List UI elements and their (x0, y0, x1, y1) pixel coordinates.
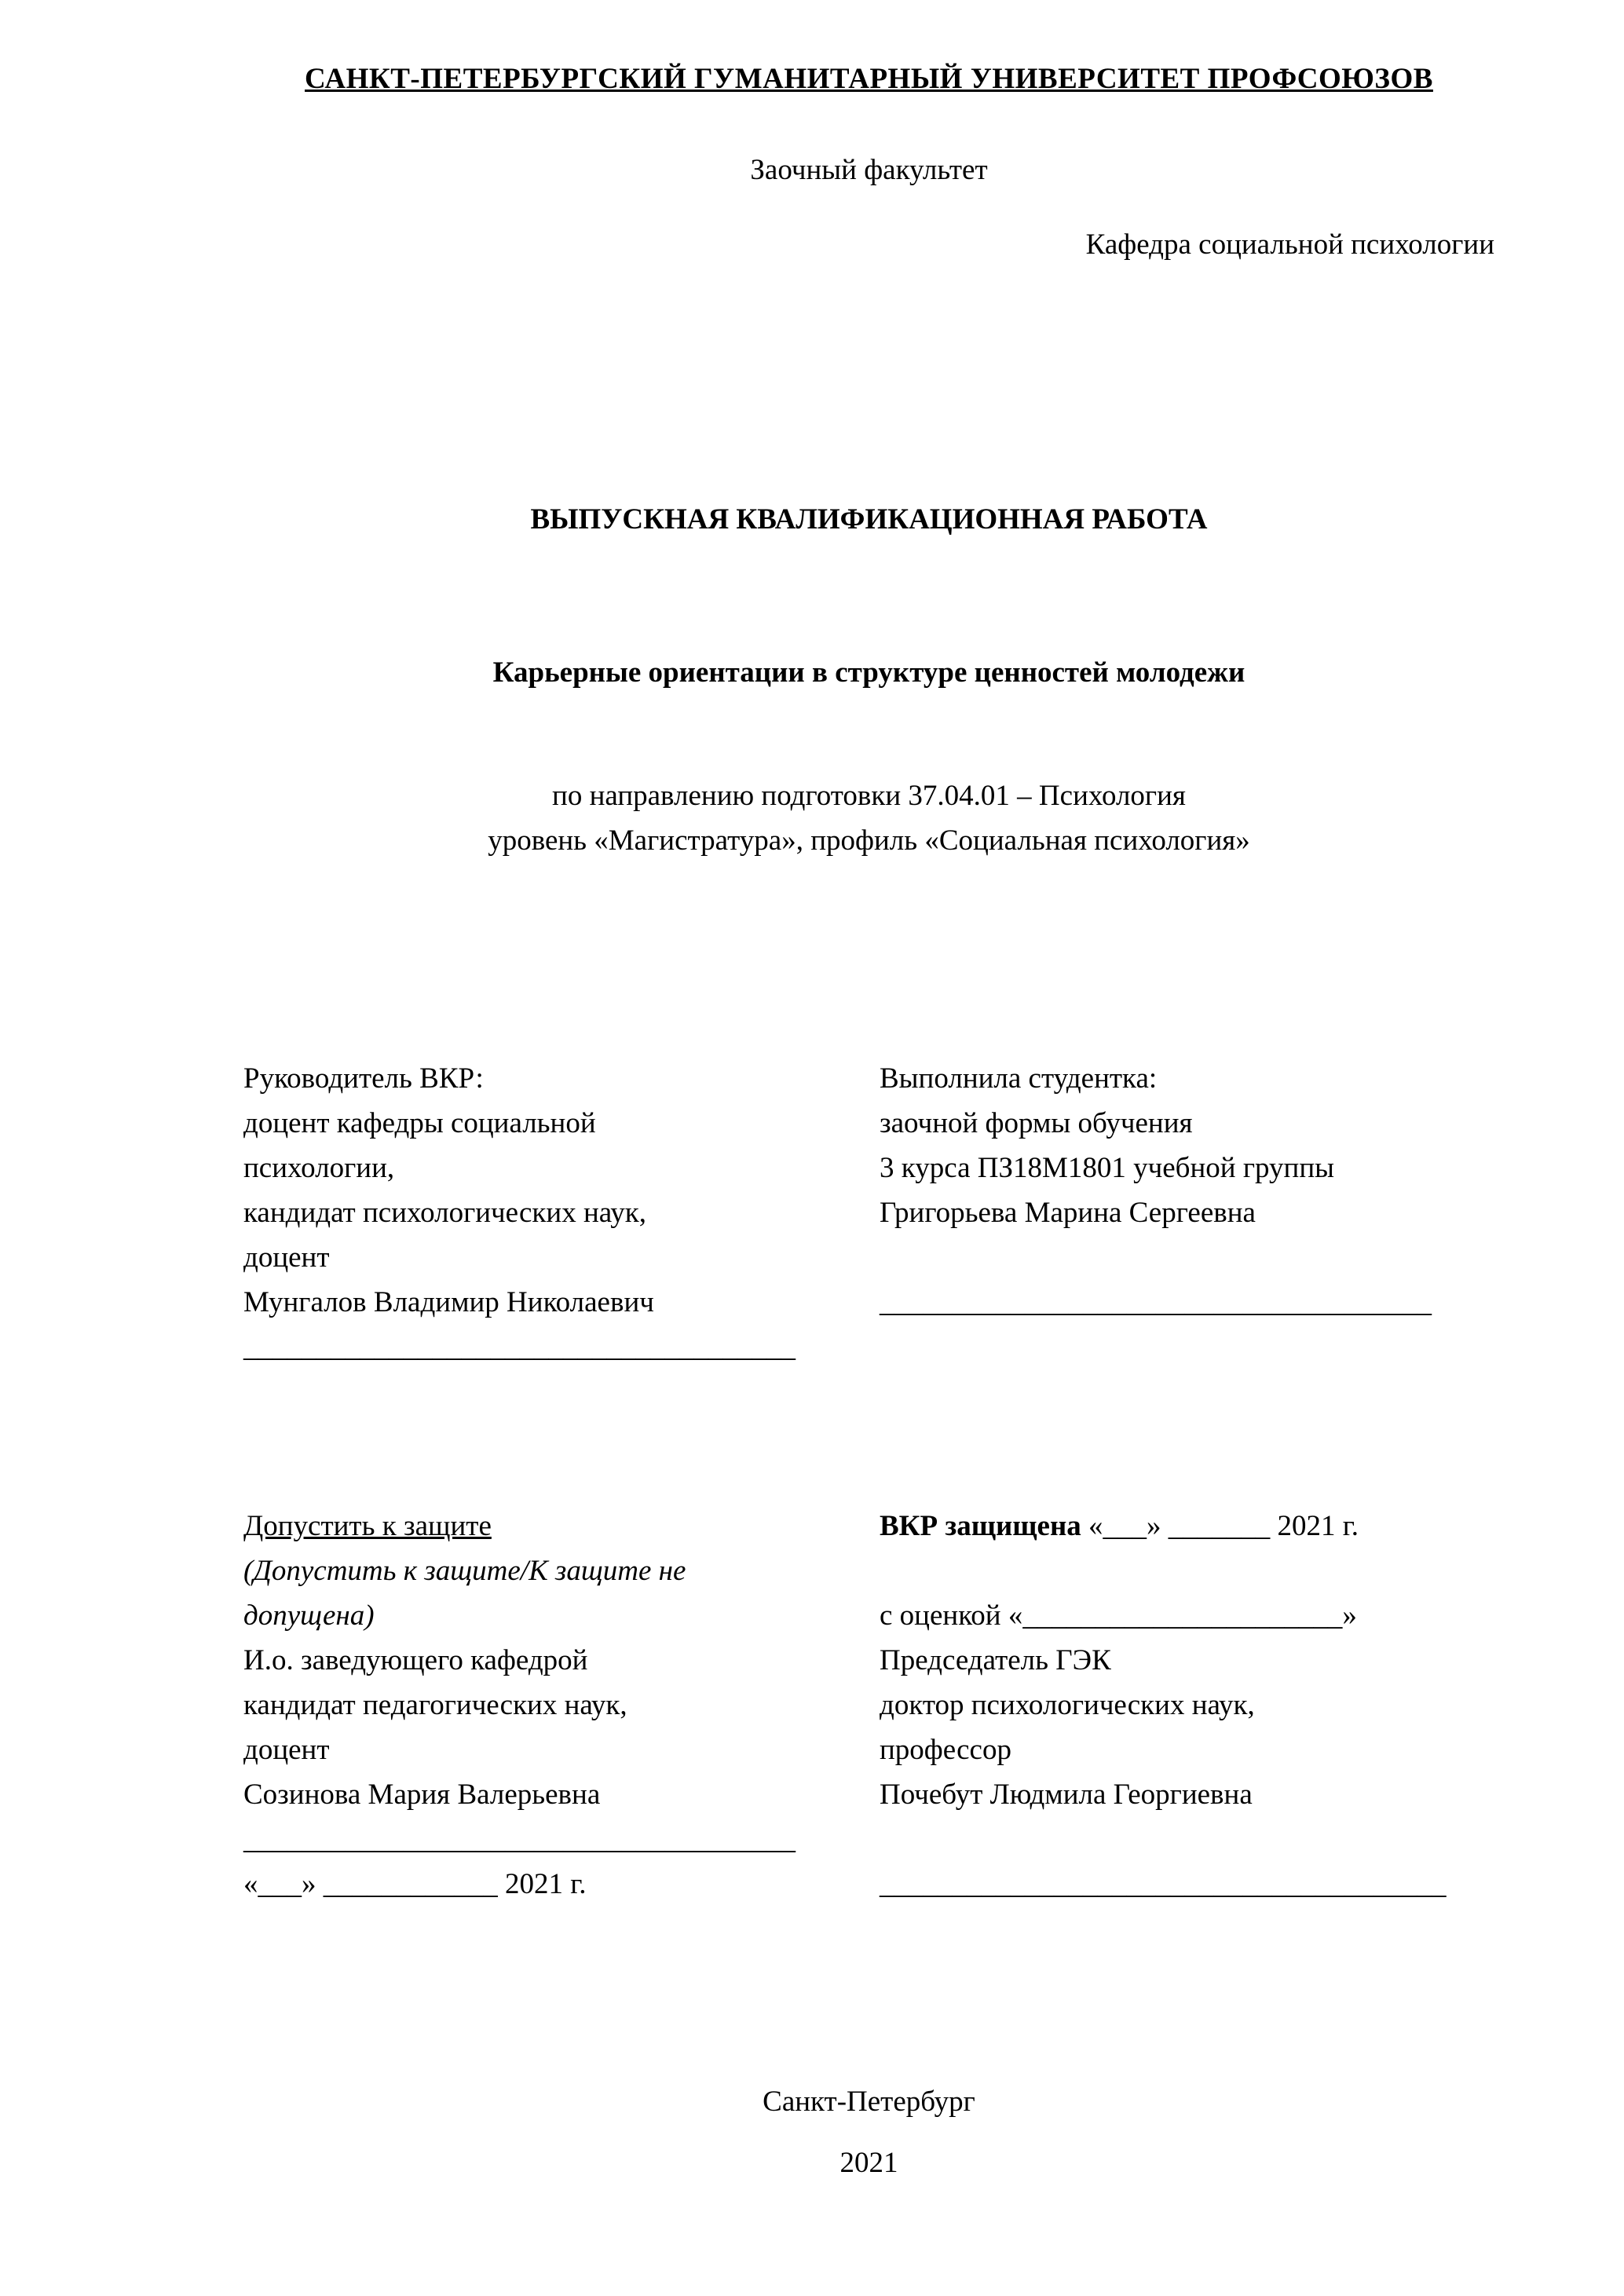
admission-signature-line: ______________________________________ (243, 1823, 796, 1855)
admission-head-rank: доцент (243, 1734, 330, 1766)
defense-date-line (880, 1504, 1494, 1548)
admission-note-line-1: (Допустить к защите/К защите не (243, 1555, 686, 1587)
gek-chair-title: Председатель ГЭК (880, 1644, 1111, 1676)
year-line: 2021 (839, 2147, 898, 2179)
admission-date-line: «___» ____________ 2021 г. (243, 1868, 587, 1900)
supervisor-position: доцент кафедры социальной (243, 1107, 596, 1139)
thesis-title: Карьерные ориентации в структуре ценностей молодежи (492, 656, 1245, 689)
supervisor-signature-line: ______________________________________ (243, 1331, 796, 1363)
student-signature-line: ______________________________________ (880, 1286, 1432, 1318)
program-line-1: по направлению подготовки 37.04.01 – Психология (552, 780, 1186, 812)
student-form: заочной формы обучения (880, 1107, 1193, 1139)
student-name: Григорьева Марина Сергеевна (880, 1197, 1256, 1229)
work-type-title: ВЫПУСКНАЯ КВАЛИФИКАЦИОННАЯ РАБОТА (530, 503, 1208, 536)
supervisor-degree: кандидат психологических наук, (243, 1197, 647, 1229)
supervisor-role: Руководитель ВКР: (243, 1062, 484, 1095)
gek-chair-rank: профессор (880, 1734, 1011, 1766)
spacer (880, 1817, 1494, 1862)
defense-date-rest: «___» _______ 2021 г. (1081, 1510, 1359, 1542)
university-name: САНКТ-ПЕТЕРБУРГСКИЙ ГУМАНИТАРНЫЙ УНИВЕРСИТЕТ ПРОФСОЮЗОВ (305, 63, 1433, 95)
supervisor-rank: доцент (243, 1241, 330, 1274)
defense-grade-line: с оценкой «______________________» (880, 1600, 1357, 1632)
admission-block (243, 1504, 880, 1907)
admission-head-position: И.о. заведующего кафедрой (243, 1644, 588, 1676)
admission-note-line-2: допущена) (243, 1600, 375, 1632)
defense-block (880, 1504, 1494, 1907)
city-line: Санкт-Петербург (763, 2086, 975, 2118)
gek-chair-degree: доктор психологических наук, (880, 1689, 1255, 1721)
defense-date-label: ВКР защищена (880, 1510, 1081, 1542)
admission-heading: Допустить к защите (243, 1510, 492, 1542)
student-group: 3 курса ПЗ18М1801 учебной группы (880, 1152, 1335, 1184)
admission-head-name: Созинова Мария Валерьевна (243, 1779, 601, 1811)
department-line: Кафедра социальной психологии (1085, 229, 1494, 261)
supervisor-block (243, 1056, 880, 1369)
admission-head-degree: кандидат педагогических наук, (243, 1689, 627, 1721)
student-block (880, 1056, 1494, 1369)
student-role: Выполнила студентка: (880, 1062, 1158, 1095)
spacer (880, 1548, 1494, 1593)
spacer (880, 1235, 1494, 1280)
defense-signature-line: _______________________________________ (880, 1868, 1447, 1900)
program-line-2: уровень «Магистратура», профиль «Социальная психология» (488, 824, 1250, 857)
supervisor-position2: психологии, (243, 1152, 395, 1184)
gek-chair-name: Почебут Людмила Георгиевна (880, 1779, 1253, 1811)
faculty-line: Заочный факультет (750, 154, 988, 186)
supervisor-name: Мунгалов Владимир Николаевич (243, 1286, 654, 1318)
